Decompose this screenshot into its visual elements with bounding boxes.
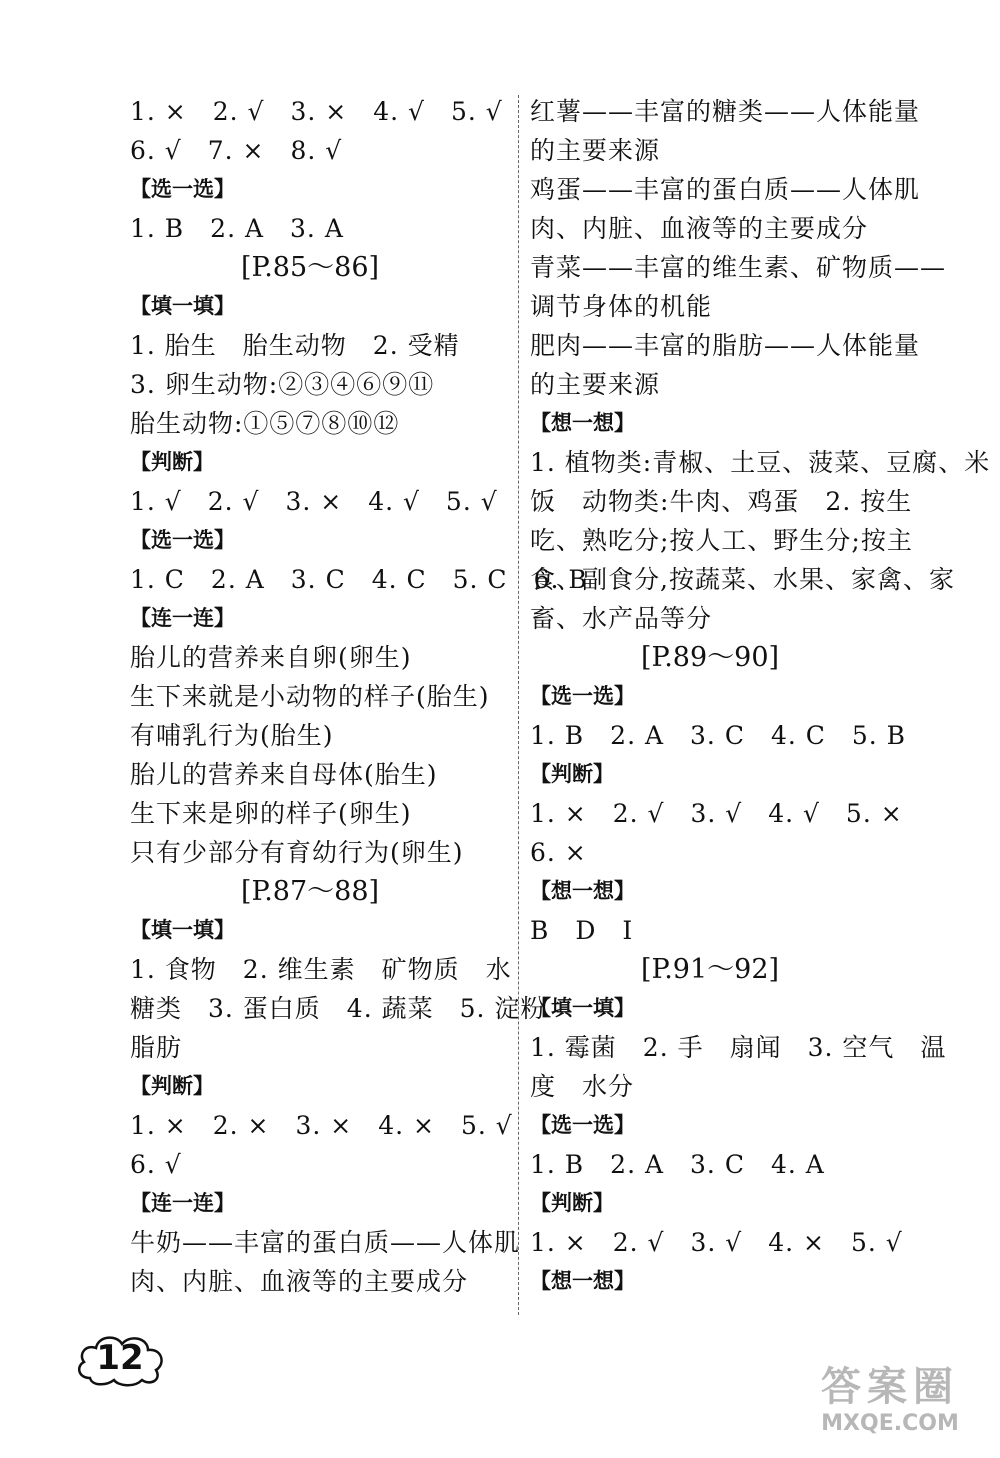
section-heading: 【选一选】 [530, 684, 635, 708]
answer-line: 1. √ 2. √ 3. × 4. √ 5. √ [130, 487, 498, 516]
answer-line: 生下来是卵的样子(卵生) [130, 799, 412, 828]
page-range-label: [P.89～90] [640, 642, 780, 673]
section-heading: 【想一想】 [530, 1269, 635, 1293]
answer-line: 鸡蛋——丰富的蛋白质——人体肌 [530, 175, 921, 204]
page-range-label: [P.91～92] [640, 954, 780, 985]
page-range-label: [P.87～88] [240, 876, 380, 907]
section-heading: 【判断】 [530, 1191, 614, 1215]
page-number-badge [72, 1328, 168, 1388]
watermark-title: 答案圈 [821, 1364, 959, 1410]
section-heading: 【连一连】 [130, 1191, 235, 1215]
answer-line: 6. √ [130, 1150, 182, 1179]
answer-line: 生下来就是小动物的样子(胎生) [130, 682, 490, 711]
answer-line: 调节身体的机能 [530, 292, 713, 321]
section-heading: 【填一填】 [130, 294, 235, 318]
answer-line: 糖类 3. 蛋白质 4. 蔬菜 5. 淀粉 [130, 994, 547, 1023]
section-heading: 【判断】 [130, 450, 214, 474]
section-heading: 【选一选】 [130, 528, 235, 552]
answer-line: 1. 霉菌 2. 手 扇闻 3. 空气 温 [530, 1033, 947, 1062]
answer-line: 1. × 2. √ 3. √ 4. √ 5. × [530, 799, 903, 828]
answer-line: B D I [530, 916, 634, 945]
answer-line: 胎儿的营养来自卵(卵生) [130, 643, 412, 672]
answer-line: 脂肪 [130, 1033, 183, 1062]
page-number-text: 12 [96, 1338, 144, 1378]
answer-line: 1. × 2. √ 3. × 4. √ 5. √ [130, 97, 503, 126]
answer-line: 6. √ 7. × 8. √ [130, 136, 343, 165]
answer-line: 食、副食分,按蔬菜、水果、家禽、家 [530, 565, 955, 594]
section-heading: 【想一想】 [530, 879, 635, 903]
answer-line: 1. 食物 2. 维生素 矿物质 水 [130, 955, 512, 984]
watermark-url: MXQE.COM [821, 1411, 959, 1436]
section-heading: 【选一选】 [130, 177, 235, 201]
answer-line: 6. × [530, 838, 587, 867]
answer-line: 肥肉——丰富的脂肪——人体能量 [530, 331, 921, 360]
answer-line: 的主要来源 [530, 370, 661, 399]
answer-line: 只有少部分有育幼行为(卵生) [130, 838, 464, 867]
answer-line: 吃、熟吃分;按人工、野生分;按主 [530, 526, 913, 555]
answer-line: 1. × 2. √ 3. √ 4. × 5. √ [530, 1228, 903, 1257]
answer-line: 1. 植物类:青椒、土豆、菠菜、豆腐、米 [530, 448, 991, 477]
column-divider [518, 95, 519, 1315]
answer-line: 有哺乳行为(胎生) [130, 721, 334, 750]
section-heading: 【判断】 [530, 762, 614, 786]
answer-line: 1. × 2. × 3. × 4. × 5. √ [130, 1111, 513, 1140]
section-heading: 【填一填】 [130, 918, 235, 942]
section-heading: 【想一想】 [530, 411, 635, 435]
answer-line: 1. B 2. A 3. A [130, 214, 344, 243]
section-heading: 【填一填】 [530, 996, 635, 1020]
answer-line: 胎生动物:①⑤⑦⑧⑩⑫ [130, 409, 400, 438]
section-heading: 【选一选】 [530, 1113, 635, 1137]
answer-line: 肉、内脏、血液等的主要成分 [130, 1267, 469, 1296]
answer-line: 1. B 2. A 3. C 4. A [530, 1150, 825, 1179]
section-heading: 【判断】 [130, 1074, 214, 1098]
answer-line: 1. 胎生 胎生动物 2. 受精 [130, 331, 460, 360]
answer-line: 的主要来源 [530, 136, 661, 165]
answer-line: 肉、内脏、血液等的主要成分 [530, 214, 869, 243]
section-heading: 【连一连】 [130, 606, 235, 630]
watermark [790, 1365, 990, 1447]
answer-line: 牛奶——丰富的蛋白质——人体肌 [130, 1228, 521, 1257]
answer-line: 胎儿的营养来自母体(胎生) [130, 760, 438, 789]
page-range-label: [P.85～86] [240, 252, 380, 283]
answer-line: 饭 动物类:牛肉、鸡蛋 2. 按生 [530, 487, 913, 516]
answer-line: 红薯——丰富的糖类——人体能量 [530, 97, 921, 126]
answer-line: 1. C 2. A 3. C 4. C 5. C 6. B [130, 565, 588, 594]
answer-line: 畜、水产品等分 [530, 604, 713, 633]
answer-line: 青菜——丰富的维生素、矿物质—— [530, 253, 947, 282]
answer-line: 3. 卵生动物:②③④⑥⑨⑪ [130, 370, 435, 399]
answer-line: 度 水分 [530, 1072, 635, 1101]
right-answer-column [530, 92, 991, 1301]
answer-line: 1. B 2. A 3. C 4. C 5. B [530, 721, 907, 750]
